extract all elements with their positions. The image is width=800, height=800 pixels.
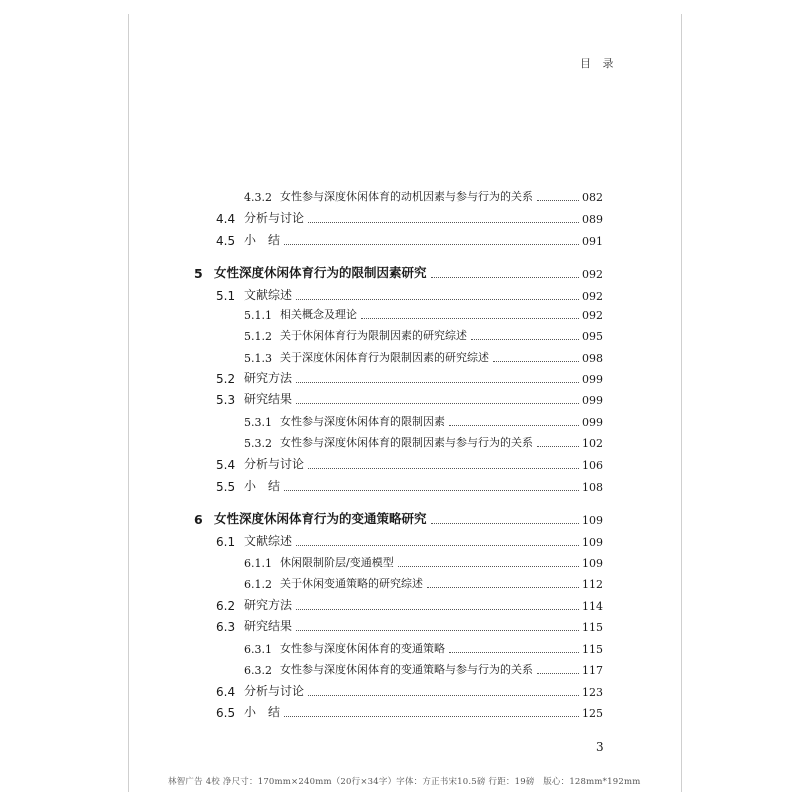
toc-entry-title: 分析与讨论: [244, 684, 305, 698]
toc-entry: [216, 618, 603, 634]
toc-entry-title: 研究方法: [244, 598, 293, 612]
dot-leader: [284, 490, 579, 491]
toc-entry-number: 5.3: [216, 393, 236, 407]
toc-entry-page: 114: [582, 600, 603, 613]
toc-entry-title: 女性参与深度休闲体育的限制因素: [280, 415, 445, 428]
toc-entry-number: 5.1.2: [244, 330, 272, 343]
toc-entry-page: 102: [582, 437, 603, 450]
toc-entry-number: 6.4: [216, 685, 236, 699]
dot-leader: [537, 200, 579, 201]
toc-entry-page: 095: [582, 330, 603, 343]
toc-entry-page: 125: [582, 707, 603, 720]
toc-entry-number: 5.3.1: [244, 416, 272, 429]
toc-entry-page: 109: [582, 536, 603, 549]
running-header: 目 录: [580, 57, 618, 70]
toc-entry-page: 089: [582, 213, 603, 226]
toc-entry: [244, 554, 603, 570]
toc-entry-title: 关于深度休闲体育行为限制因素的研究综述: [280, 351, 489, 364]
toc-entry: [216, 533, 603, 549]
toc-entry-title: 关于休闲变通策略的研究综述: [280, 577, 423, 590]
toc-entry-title: 女性参与深度休闲体育的变通策略与参与行为的关系: [280, 663, 533, 676]
toc-entry-title: 女性深度休闲体育行为的限制因素研究: [214, 265, 427, 280]
toc-entry: [216, 704, 603, 720]
toc-entry-number: 6.2: [216, 599, 236, 613]
toc-entry-page: 099: [582, 373, 603, 386]
toc-entry: [194, 511, 603, 527]
toc-entry-number: 6.3: [216, 620, 236, 634]
toc-entry-number: 6.5: [216, 706, 236, 720]
toc-entry: [216, 683, 603, 699]
toc-entry-title: 小 结: [244, 479, 281, 493]
dot-leader: [308, 468, 579, 469]
dot-leader: [398, 566, 579, 567]
toc-entry-page: 099: [582, 416, 603, 429]
toc-entry: [244, 413, 603, 429]
toc-entry-page: 099: [582, 394, 603, 407]
dot-leader: [537, 446, 579, 447]
toc-entry-number: 6.1: [216, 535, 236, 549]
page-number: 3: [596, 740, 604, 754]
dot-leader: [284, 244, 579, 245]
toc-entry-number: 6.3.2: [244, 664, 272, 677]
dot-leader: [296, 382, 579, 383]
toc-entry-page: 117: [582, 664, 603, 677]
dot-leader: [308, 695, 579, 696]
printer-note: 林智广告 4校 净尺寸：170mm×240mm（20行×34字）字体：方正书宋10.5磅 行距：19磅 版心：128mm*192mm: [168, 777, 641, 787]
dot-leader: [284, 716, 579, 717]
toc-entry: [244, 640, 603, 656]
toc-entry: [244, 188, 603, 204]
toc-entry-number: 4.5: [216, 234, 236, 248]
toc-entry-page: 092: [582, 268, 603, 281]
toc-entry-title: 研究结果: [244, 392, 293, 406]
toc-entry-title: 小 结: [244, 705, 281, 719]
toc-entry-page: 109: [582, 514, 603, 527]
dot-leader: [493, 361, 579, 362]
toc-entry-number: 5.4: [216, 458, 236, 472]
toc-entry-title: 相关概念及理论: [280, 308, 357, 321]
toc-entry-title: 研究结果: [244, 619, 293, 633]
toc-entry-number: 4.3.2: [244, 191, 272, 204]
toc-entry: [194, 265, 603, 281]
toc-entry-page: 106: [582, 459, 603, 472]
toc-entry-title: 分析与讨论: [244, 457, 305, 471]
toc-entry-title: 女性参与深度休闲体育的限制因素与参与行为的关系: [280, 436, 533, 449]
dot-leader: [449, 425, 579, 426]
toc-entry: [244, 327, 603, 343]
dot-leader: [296, 299, 579, 300]
toc-entry-number: 5.1.1: [244, 309, 272, 322]
toc-entry: [216, 210, 603, 226]
toc-entry: [216, 456, 603, 472]
dot-leader: [431, 523, 579, 524]
toc-entry-page: 112: [582, 578, 603, 591]
toc-entry-title: 文献综述: [244, 534, 293, 548]
toc-entry-page: 082: [582, 191, 603, 204]
dot-leader: [431, 277, 579, 278]
toc-entry-title: 女性参与深度休闲体育的变通策略: [280, 642, 445, 655]
toc-entry-number: 6: [194, 512, 203, 527]
toc-entry-number: 6.1.2: [244, 578, 272, 591]
toc-entry-number: 5: [194, 266, 203, 281]
toc-entry-number: 6.3.1: [244, 643, 272, 656]
dot-leader: [449, 652, 579, 653]
toc-entry-page: 091: [582, 235, 603, 248]
toc-entry-title: 分析与讨论: [244, 211, 305, 225]
toc-entry-title: 研究方法: [244, 371, 293, 385]
dot-leader: [361, 318, 579, 319]
toc-entry-number: 5.1.3: [244, 352, 272, 365]
toc-entry-number: 6.1.1: [244, 557, 272, 570]
toc-entry-number: 4.4: [216, 212, 236, 226]
dot-leader: [537, 673, 579, 674]
toc-entry-number: 5.1: [216, 289, 236, 303]
toc-entry-title: 休闲限制阶层/变通模型: [280, 556, 394, 569]
toc-entry-title: 女性深度休闲体育行为的变通策略研究: [214, 511, 427, 526]
dot-leader: [296, 403, 579, 404]
toc-entry-number: 5.2: [216, 372, 236, 386]
toc-entry: [216, 391, 603, 407]
toc-entry-page: 098: [582, 352, 603, 365]
dot-leader: [427, 587, 579, 588]
toc-entry-page: 109: [582, 557, 603, 570]
toc-entry: [216, 287, 603, 303]
toc-entry-page: 123: [582, 686, 603, 699]
toc-entry-page: 115: [582, 621, 603, 634]
toc-entry: [216, 232, 603, 248]
toc-entry-title: 文献综述: [244, 288, 293, 302]
toc-entry-title: 女性参与深度休闲体育的动机因素与参与行为的关系: [280, 190, 533, 203]
toc-entry-page: 092: [582, 309, 603, 322]
toc-entry: [244, 575, 603, 591]
toc-entry: [216, 478, 603, 494]
toc-entry: [216, 370, 603, 386]
toc-entry: [244, 349, 603, 365]
toc-entry-page: 092: [582, 290, 603, 303]
toc-entry-number: 5.5: [216, 480, 236, 494]
toc-entry: [216, 597, 603, 613]
dot-leader: [471, 339, 579, 340]
toc-entry-title: 关于休闲体育行为限制因素的研究综述: [280, 329, 467, 342]
dot-leader: [308, 222, 579, 223]
toc-entry: [244, 434, 603, 450]
toc-entry-number: 5.3.2: [244, 437, 272, 450]
toc-entry: [244, 306, 603, 322]
toc-entry: [244, 661, 603, 677]
dot-leader: [296, 630, 579, 631]
toc-entry-page: 108: [582, 481, 603, 494]
dot-leader: [296, 609, 579, 610]
toc-entry-title: 小 结: [244, 233, 281, 247]
toc-entry-page: 115: [582, 643, 603, 656]
dot-leader: [296, 545, 579, 546]
